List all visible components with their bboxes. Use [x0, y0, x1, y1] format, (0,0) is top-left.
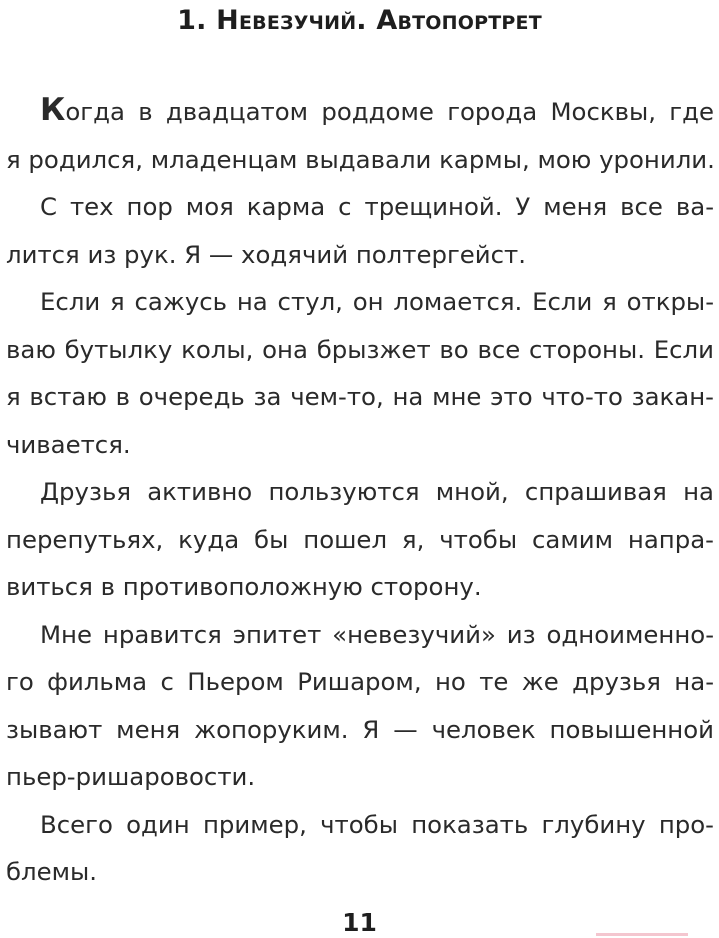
drop-cap-letter: К [40, 92, 66, 128]
paragraph-6 [6, 801, 714, 896]
text-line: Мне нравится эпитет «невезучий» из одноименно- [40, 619, 714, 649]
text-line: зывают меня жопоруким. Я — человек повышенной [6, 714, 714, 744]
text-line: Друзья активно пользуются мной, спрашивая на [40, 477, 714, 506]
text-line: виться в противоположную сторону. [6, 572, 482, 601]
text-line: перепутьях, куда бы пошел я, чтобы самим напра- [6, 524, 714, 554]
text-line: Всего один пример, чтобы показать глубину про- [40, 809, 714, 839]
text-line: чивается. [6, 429, 131, 459]
text-line: Если я сажусь на стул, он ломается. Если я откры- [40, 287, 714, 316]
text-line: пьер-ришаровости. [6, 762, 256, 791]
chapter-title: 1. Невезучий. Автопортрет [177, 5, 542, 36]
text-line: блемы. [6, 857, 98, 886]
page-edge-mark [596, 933, 688, 936]
paragraph-5 [6, 611, 714, 801]
paragraph-3 [6, 278, 714, 468]
text-line: ваю бутылку колы, она брызжет во все стороны. Если [6, 334, 714, 364]
text-line: лится из рук. Я — ходячий полтергейст. [6, 239, 527, 269]
text-line-content: огда в двадцатом роддоме города Москвы, где [65, 97, 714, 126]
text-line [6, 88, 714, 136]
text-line: го фильма с Пьером Ришаром, но те же друзья на- [6, 667, 714, 696]
body-text [6, 88, 714, 896]
text-line: я встаю в очередь за чем-то, на мне это что-то закан- [6, 382, 714, 411]
paragraph-2 [6, 183, 714, 278]
page-number: 11 [342, 908, 377, 937]
text-line: я родился, младенцам выдавали кармы, мою уронили. [6, 144, 715, 174]
text-line: С тех пор моя карма с трещиной. У меня все ва- [40, 192, 714, 221]
paragraph-4 [6, 468, 714, 611]
paragraph-1 [6, 88, 714, 183]
